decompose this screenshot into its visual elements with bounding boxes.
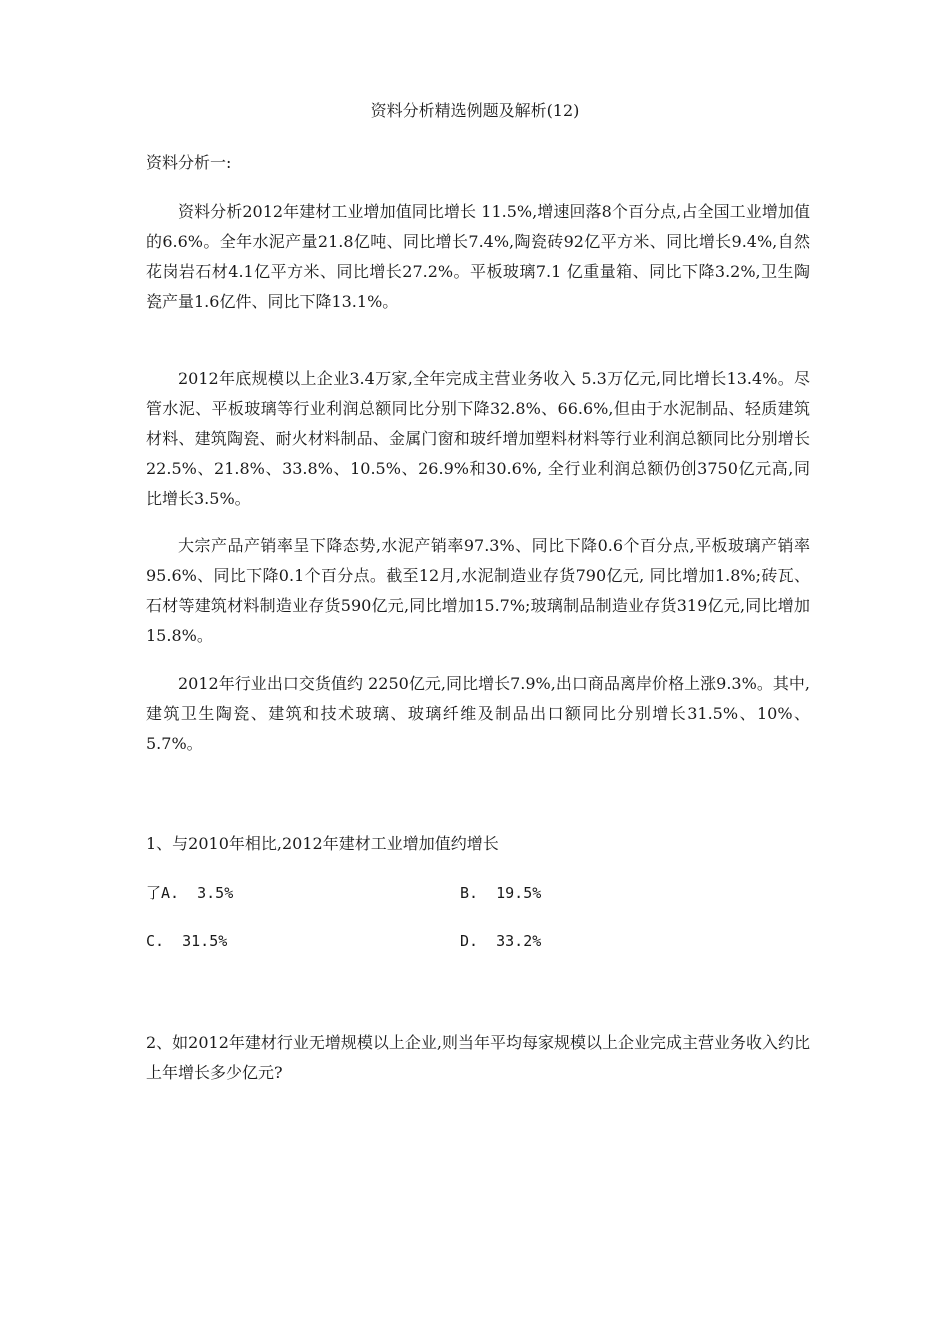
question-1: 1、与2010年相比,2012年建材工业增加值约增长 [146, 834, 499, 853]
option-a: 了A. 3.5% [146, 884, 234, 902]
question-2: 2、如2012年建材行业无增规模以上企业,则当年平均每家规模以上企业完成主营业务收入约比上年增长多少亿元? [146, 1033, 810, 1082]
options-row-1 [146, 880, 810, 928]
options-row-2 [146, 928, 810, 976]
page-title: 资料分析精选例题及解析(12) [370, 101, 580, 120]
paragraph-3: 大宗产品产销率呈下降态势,水泥产销率97.3%、同比下降0.6个百分点,平板玻璃产销率95.6%、同比下降0.1个百分点。截至12月,水泥制造业存货790亿元, 同比增加1.8%;砖瓦、石材等建筑材料制造业存货590亿元,同比增加15.7%;玻璃制品制造业存货319亿元,同比增加15.8%。 [146, 536, 810, 645]
paragraph-4: 2012年行业出口交货值约 2250亿元,同比增长7.9%,出口商品离岸价格上涨9.3%。其中,建筑卫生陶瓷、建筑和技术玻璃、玻璃纤维及制品出口额同比分别增长31.5%、10%、5.7%。 [146, 674, 810, 753]
paragraph-2: 2012年底规模以上企业3.4万家,全年完成主营业务收入 5.3万亿元,同比增长13.4%。尽管水泥、平板玻璃等行业利润总额同比分别下降32.8%、66.6%,但由于水泥制品、轻质建筑材料、建筑陶瓷、耐火材料制品、金属门窗和玻纤增加塑料材料等行业利润总额同比分别增长22.5%、21.8%、33.8%、10.5%、26.9%和30.6%, 全行业利润总额仍创3750亿元高,同比增长3.5%。 [146, 369, 810, 508]
question-1-options [146, 880, 810, 976]
section-heading: 资料分析一: [146, 153, 232, 172]
option-d: D. 33.2% [460, 932, 542, 950]
option-b: B. 19.5% [460, 884, 542, 902]
paragraph-1: 资料分析2012年建材工业增加值同比增长 11.5%,增速回落8个百分点,占全国工业增加值的6.6%。全年水泥产量21.8亿吨、同比增长7.4%,陶瓷砖92亿平方米、同比增长9.4%,自然花岗岩石材4.1亿平方米、同比增长27.2%。平板玻璃7.1 亿重量箱、同比下降3.2%,卫生陶瓷产量1.6亿件、同比下降13.1%。 [146, 202, 810, 311]
option-c: C. 31.5% [146, 932, 228, 950]
